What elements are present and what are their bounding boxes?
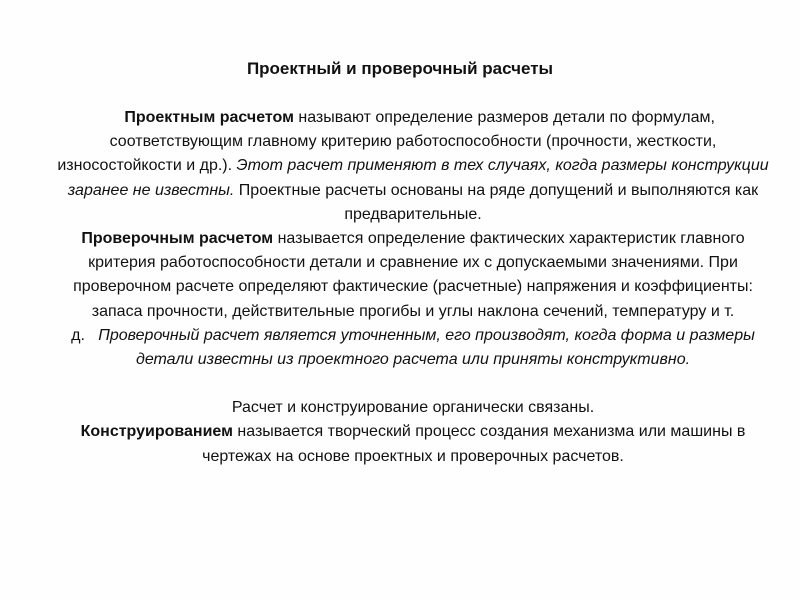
verification-calculation-definition: называется определение фактических характеристик главного критерия работоспособности детали и сравнение их с допускаемыми значениями. При проверочном расчете определяют фактические (расчетные) напряжения и коэффициенты: запаса прочности, действительные прогибы и углы наклона сечений, температуру и т. д.	[71, 230, 753, 344]
slide-title: Проектный и проверочный расчеты	[246, 59, 554, 78]
paragraph-relation: Расчет и конструирование органически связаны.	[231, 399, 595, 417]
slide-body	[52, 106, 774, 469]
paragraph-spacer	[52, 372, 774, 396]
term-construction: Конструированием	[80, 423, 233, 441]
verification-calculation-note: Проверочный расчет является уточненным, его производят, когда форма и размеры детали известны из проектного расчета или приняты конструктивно.	[98, 326, 755, 369]
construction-definition: называется творческий процесс создания механизма или машины в чертежах на основе проектных и проверочных расчетов.	[202, 423, 746, 465]
paragraph-design-calculation	[52, 106, 774, 227]
paragraph-construction	[52, 420, 774, 468]
term-design-calculation: Проектным расчетом	[124, 109, 294, 126]
design-calculation-definition: называют определение размеров детали по формулам, соответствующим главному критерию работоспособности (прочности, жесткости, износостойкости и др.).	[57, 109, 717, 175]
paragraph-verification-calculation	[52, 227, 774, 372]
design-calculation-usage: Этот расчет применяют в тех случаях, когда размеры конструкции заранее не известны.	[67, 157, 769, 199]
design-calculation-assumptions: Проектные расчеты основаны на ряде допущений и выполняются как предварительные.	[234, 181, 759, 223]
term-verification-calculation: Проверочным расчетом	[81, 230, 274, 248]
